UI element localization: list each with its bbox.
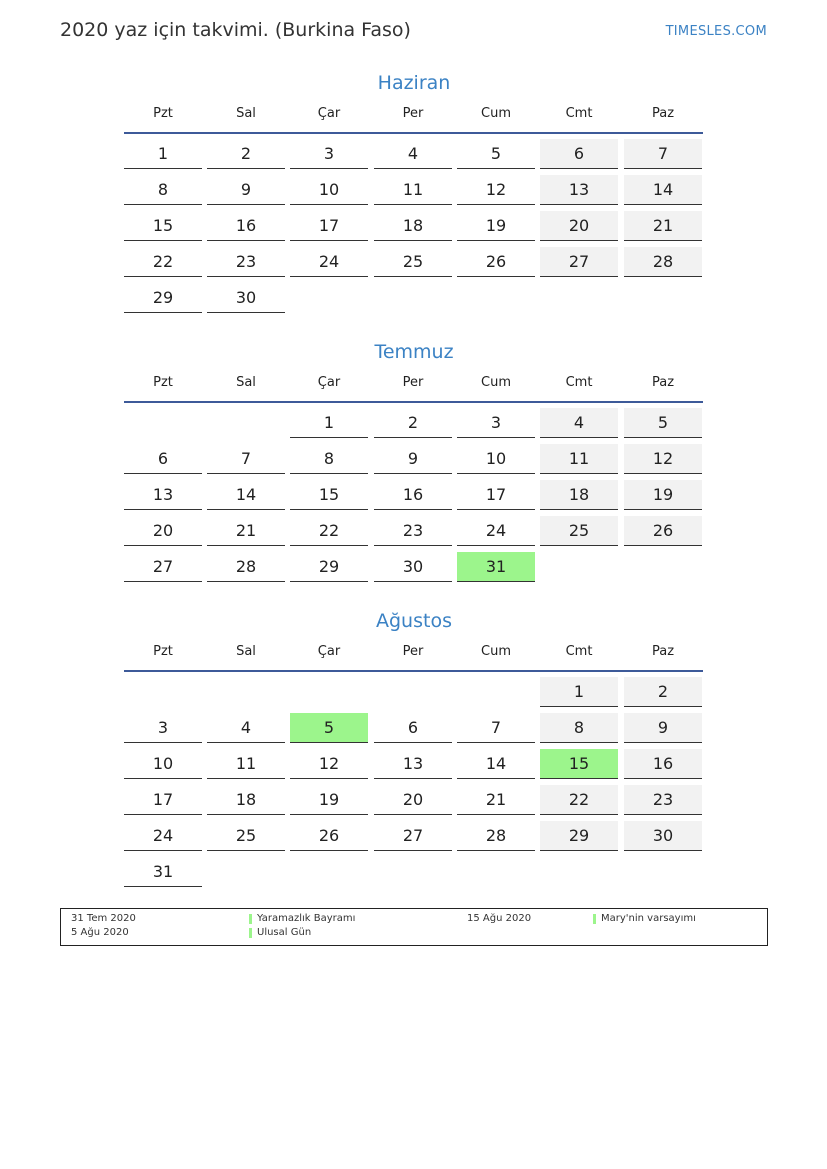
legend-holiday-name: Ulusal Gün	[257, 927, 312, 938]
month-calendar	[124, 70, 704, 307]
weekday-label: Pzt	[153, 644, 173, 659]
weekday-label: Cum	[481, 106, 511, 121]
day-cell[interactable]: 29	[540, 821, 618, 851]
day-cell[interactable]: 2	[374, 408, 452, 438]
legend-date: 15 Ağu 2020	[467, 913, 532, 924]
day-cell[interactable]: 16	[374, 480, 452, 510]
day-cell[interactable]: 13	[374, 749, 452, 779]
month-title: Haziran	[377, 72, 451, 94]
weekday-label: Cmt	[565, 106, 593, 121]
legend-date: 31 Tem 2020	[71, 913, 136, 924]
weekday-label: Pzt	[153, 106, 173, 121]
holiday-day-cell[interactable]: 5	[290, 713, 368, 743]
day-cell[interactable]: 3	[124, 713, 202, 743]
weekday-label: Sal	[236, 106, 256, 121]
day-cell[interactable]: 30	[374, 552, 452, 582]
day-cell[interactable]: 11	[374, 175, 452, 205]
weekday-label: Pzt	[153, 375, 173, 390]
day-cell[interactable]: 18	[540, 480, 618, 510]
day-cell[interactable]: 9	[624, 713, 702, 743]
day-cell[interactable]: 10	[124, 749, 202, 779]
day-cell[interactable]: 13	[540, 175, 618, 205]
day-cell[interactable]: 28	[207, 552, 285, 582]
weekday-label: Çar	[317, 644, 341, 659]
day-cell[interactable]: 5	[624, 408, 702, 438]
day-cell[interactable]: 17	[457, 480, 535, 510]
day-cell[interactable]: 14	[624, 175, 702, 205]
month-calendar	[124, 608, 704, 881]
weekday-label: Sal	[236, 375, 256, 390]
brand-logo-text[interactable]: TIMESLES.COM	[665, 24, 767, 39]
day-cell[interactable]: 31	[124, 857, 202, 887]
day-cell[interactable]: 7	[624, 139, 702, 169]
day-cell[interactable]: 14	[207, 480, 285, 510]
weekday-label: Cum	[481, 375, 511, 390]
day-cell[interactable]: 20	[124, 516, 202, 546]
day-cell[interactable]: 28	[457, 821, 535, 851]
day-cell[interactable]: 23	[374, 516, 452, 546]
day-cell[interactable]: 1	[290, 408, 368, 438]
weekday-label: Cmt	[565, 644, 593, 659]
day-cell[interactable]: 4	[540, 408, 618, 438]
day-cell[interactable]: 6	[124, 444, 202, 474]
legend-color-marker	[249, 914, 252, 924]
day-cell[interactable]: 16	[207, 211, 285, 241]
day-cell[interactable]: 21	[207, 516, 285, 546]
day-cell[interactable]: 23	[624, 785, 702, 815]
weekday-label: Paz	[651, 375, 675, 390]
day-cell[interactable]: 17	[290, 211, 368, 241]
day-cell[interactable]: 18	[374, 211, 452, 241]
day-cell[interactable]: 8	[290, 444, 368, 474]
day-cell[interactable]: 7	[207, 444, 285, 474]
day-cell[interactable]: 1	[540, 677, 618, 707]
day-cell[interactable]: 21	[624, 211, 702, 241]
page-title: 2020 yaz için takvimi. (Burkina Faso)	[60, 19, 411, 41]
day-cell[interactable]: 29	[290, 552, 368, 582]
day-cell[interactable]: 15	[124, 211, 202, 241]
day-cell[interactable]: 20	[540, 211, 618, 241]
header-divider	[124, 132, 703, 134]
day-cell[interactable]: 27	[374, 821, 452, 851]
day-cell[interactable]: 8	[540, 713, 618, 743]
day-cell[interactable]: 25	[374, 247, 452, 277]
day-cell[interactable]: 26	[457, 247, 535, 277]
legend-holiday-name: Yaramazlık Bayramı	[257, 913, 356, 924]
day-cell[interactable]: 19	[290, 785, 368, 815]
legend-holiday-name: Mary'nin varsayımı	[601, 913, 696, 924]
weekday-label: Çar	[317, 106, 341, 121]
day-cell[interactable]: 4	[374, 139, 452, 169]
day-cell[interactable]: 30	[207, 283, 285, 313]
day-cell[interactable]: 27	[124, 552, 202, 582]
holiday-legend	[60, 908, 768, 946]
day-cell[interactable]: 2	[207, 139, 285, 169]
day-cell[interactable]: 6	[374, 713, 452, 743]
legend-color-marker	[249, 928, 252, 938]
weekday-label: Per	[402, 644, 424, 659]
weekday-label: Cmt	[565, 375, 593, 390]
day-cell[interactable]: 25	[540, 516, 618, 546]
holiday-day-cell[interactable]: 15	[540, 749, 618, 779]
day-cell[interactable]: 14	[457, 749, 535, 779]
legend-color-marker	[593, 914, 596, 924]
day-cell[interactable]: 23	[207, 247, 285, 277]
weekday-header	[124, 106, 704, 133]
day-cell[interactable]: 13	[124, 480, 202, 510]
weekday-header	[124, 375, 704, 402]
header-divider	[124, 401, 703, 403]
day-cell[interactable]: 17	[124, 785, 202, 815]
day-cell[interactable]: 12	[624, 444, 702, 474]
weekday-label: Per	[402, 106, 424, 121]
day-cell[interactable]: 27	[540, 247, 618, 277]
day-cell[interactable]: 26	[624, 516, 702, 546]
day-cell[interactable]: 28	[624, 247, 702, 277]
day-cell[interactable]: 9	[207, 175, 285, 205]
weekday-header	[124, 644, 704, 671]
day-cell[interactable]: 12	[290, 749, 368, 779]
weekday-label: Paz	[651, 106, 675, 121]
day-cell[interactable]: 24	[124, 821, 202, 851]
weekday-label: Paz	[651, 644, 675, 659]
weekday-label: Sal	[236, 644, 256, 659]
day-cell[interactable]: 30	[624, 821, 702, 851]
day-cell[interactable]: 6	[540, 139, 618, 169]
day-cell[interactable]: 18	[207, 785, 285, 815]
day-cell[interactable]: 10	[457, 444, 535, 474]
day-cell[interactable]: 22	[290, 516, 368, 546]
month-title: Ağustos	[376, 610, 452, 632]
day-cell[interactable]: 11	[540, 444, 618, 474]
day-cell[interactable]: 11	[207, 749, 285, 779]
day-cell[interactable]: 15	[290, 480, 368, 510]
month-title: Temmuz	[374, 341, 454, 363]
holiday-day-cell[interactable]: 31	[457, 552, 535, 582]
day-cell[interactable]: 19	[457, 211, 535, 241]
day-cell[interactable]: 22	[124, 247, 202, 277]
day-cell[interactable]: 26	[290, 821, 368, 851]
day-cell[interactable]: 22	[540, 785, 618, 815]
day-cell[interactable]: 3	[457, 408, 535, 438]
day-cell[interactable]: 16	[624, 749, 702, 779]
legend-date: 5 Ağu 2020	[71, 927, 129, 938]
day-cell[interactable]: 24	[457, 516, 535, 546]
day-cell[interactable]: 10	[290, 175, 368, 205]
day-cell[interactable]: 19	[624, 480, 702, 510]
day-cell[interactable]: 5	[457, 139, 535, 169]
weekday-label: Per	[402, 375, 424, 390]
day-cell[interactable]: 21	[457, 785, 535, 815]
month-calendar	[124, 339, 704, 576]
day-cell[interactable]: 20	[374, 785, 452, 815]
weekday-label: Çar	[317, 375, 341, 390]
day-cell[interactable]: 25	[207, 821, 285, 851]
day-cell[interactable]: 29	[124, 283, 202, 313]
day-cell[interactable]: 2	[624, 677, 702, 707]
day-cell[interactable]: 4	[207, 713, 285, 743]
day-cell[interactable]: 1	[124, 139, 202, 169]
day-cell[interactable]: 9	[374, 444, 452, 474]
day-cell[interactable]: 24	[290, 247, 368, 277]
day-cell[interactable]: 8	[124, 175, 202, 205]
day-cell[interactable]: 7	[457, 713, 535, 743]
day-cell[interactable]: 12	[457, 175, 535, 205]
weekday-label: Cum	[481, 644, 511, 659]
header-divider	[124, 670, 703, 672]
day-cell[interactable]: 3	[290, 139, 368, 169]
